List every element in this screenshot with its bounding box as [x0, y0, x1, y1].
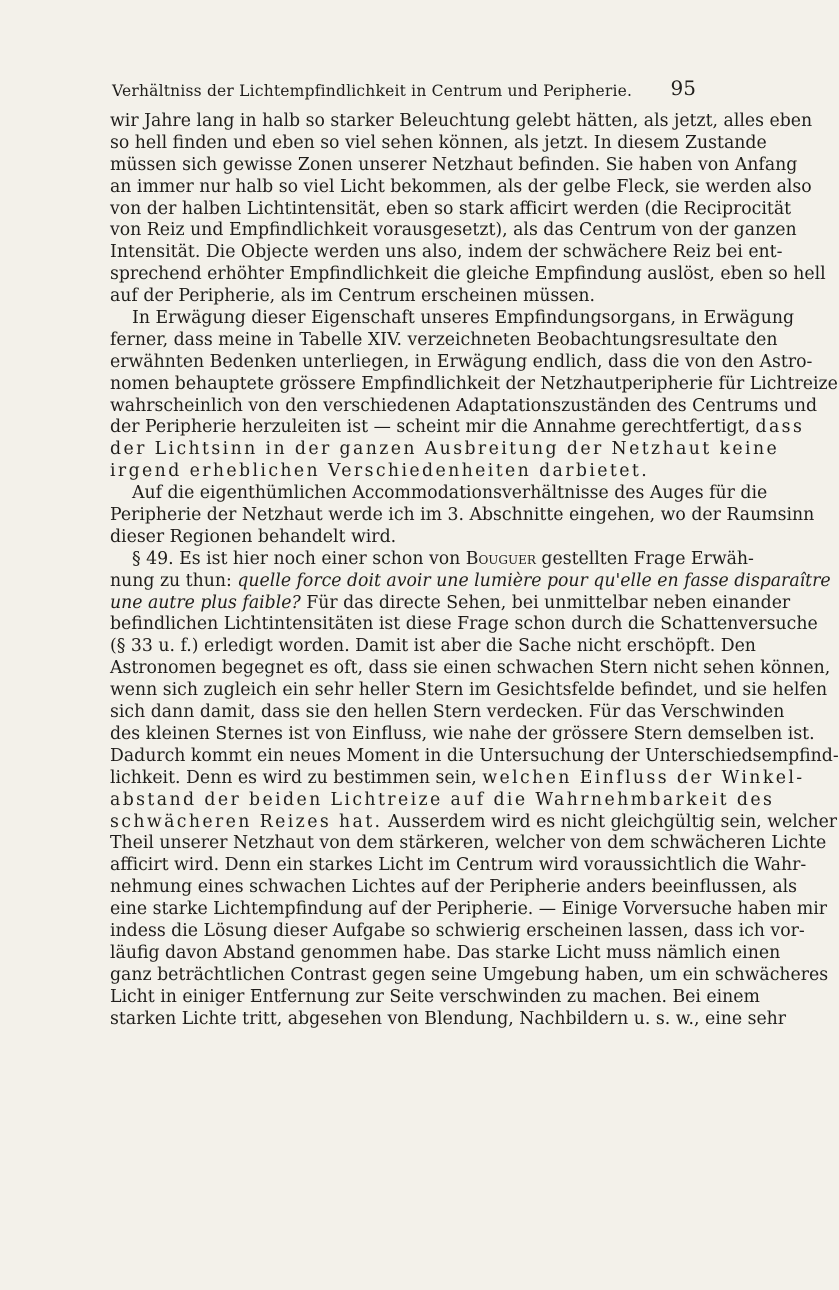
text-line: indess die Lösung dieser Aufgabe so schwierig erscheinen lassen, dass ich vor-: [110, 920, 805, 941]
text-line: Auf die eigenthümlichen Accommodationsverhältnisse des Auges für die: [132, 483, 768, 504]
text-run: Ausserdem wird es nicht gleichgültig sein, welcher: [387, 811, 838, 832]
running-head: Verhältniss der Lichtempfindlichkeit in Centrum und Peripherie.: [112, 82, 633, 100]
french-quote: quelle force doit avoir une lumière pour qu'elle en fasse disparaître: [237, 570, 831, 591]
text-line: läufig davon Abstand genommen habe. Das starke Licht muss nämlich einen: [110, 942, 781, 963]
text-line: nehmung eines schwachen Lichtes auf der Peripherie anders beeinflussen, als: [110, 877, 798, 898]
text-line: [110, 417, 805, 439]
text-line: wenn sich zugleich ein sehr heller Stern im Gesichtsfelde befindet, und sie helfen: [110, 680, 828, 701]
text-line: [110, 592, 791, 615]
text-line: wir Jahre lang in halb so starker Beleuchtung gelebt hätten, als jetzt, alles eben: [110, 111, 813, 131]
text-line: so hell finden und eben so viel sehen können, als jetzt. In diesem Zustande: [110, 132, 767, 153]
text-line: ferner, dass meine in Tabelle XIV. verzeichneten Beobachtungsresultate den: [110, 329, 778, 350]
text-line: Intensität. Die Objecte werden uns also, indem der schwächere Reiz bei ent-: [110, 242, 783, 263]
text-line: [110, 767, 805, 790]
emphasis-spaced-line: der Lichtsinn in der ganzen Ausbreitung der Netzhaut keine: [110, 439, 780, 460]
author-name: Bouguer: [465, 548, 536, 569]
text-line: von der halben Lichtintensität, eben so stark afficirt werden (die Reciprocität: [110, 198, 792, 219]
text-line: afficirt wird. Denn ein starkes Licht im Centrum wird voraussichtlich die Wahr-: [110, 855, 807, 876]
text-line: an immer nur halb so viel Licht bekommen, als der gelbe Fleck, sie werden also: [110, 176, 812, 197]
text-line: Peripherie der Netzhaut werde ich im 3. Abschnitte eingehen, wo der Raumsinn: [110, 505, 815, 526]
emphasis-spaced-line: irgend erheblichen Verschiedenheiten darbietet.: [110, 461, 650, 482]
body-text: [110, 111, 839, 1030]
text-line: [110, 570, 831, 593]
text-line: Astronomen begegnet es oft, dass sie einen schwachen Stern nicht sehen können,: [110, 658, 831, 679]
text-line: Licht in einiger Entfernung zur Seite verschwinden zu machen. Bei einem: [110, 986, 760, 1007]
section-line: [110, 548, 754, 571]
page-number: 95: [670, 76, 696, 100]
french-quote-end: une autre plus faible?: [110, 592, 301, 613]
text-line: starken Lichte tritt, abgesehen von Blendung, Nachbildern u. s. w., eine sehr: [110, 1008, 787, 1029]
text-line: des kleinen Sternes ist von Einfluss, wie nahe der grössere Stern demselben ist.: [110, 723, 815, 744]
text-line: [110, 811, 838, 834]
text-line: befindlichen Lichtintensitäten ist diese Frage schon durch die Schattenversuche: [110, 614, 818, 635]
text-line: wahrscheinlich von den verschiedenen Adaptationszuständen des Centrums und: [110, 395, 818, 416]
text-line: sprechend erhöhter Empfindlichkeit die gleiche Empfindung auslöst, eben so hell: [110, 264, 826, 285]
text-line: erwähnten Bedenken unterliegen, in Erwägung endlich, dass die von den Astro-: [110, 351, 813, 372]
text-line: dieser Regionen behandelt wird.: [110, 526, 397, 547]
text-run: lichkeit. Denn es wird zu bestimmen sein,: [110, 767, 477, 788]
emphasis-spaced: dass: [755, 417, 805, 438]
text-line: nomen behauptete grössere Empfindlichkeit der Netzhautperipherie für Lichtreize: [110, 373, 838, 394]
text-line: eine starke Lichtempfindung auf der Peripherie. — Einige Vorversuche haben mir: [110, 899, 828, 920]
text-line: sich dann damit, dass sie den hellen Stern verdecken. Für das Verschwinden: [110, 702, 785, 723]
emphasis-spaced-line: abstand der beiden Lichtreize auf die Wahrnehmbarkeit des: [110, 789, 775, 810]
text-line: müssen sich gewisse Zonen unserer Netzhaut befinden. Sie haben von Anfang: [110, 154, 798, 175]
text-line: ganz beträchtlichen Contrast gegen seine Umgebung haben, um ein schwächeres: [110, 964, 829, 985]
text-run: nung zu thun:: [110, 570, 232, 591]
text-line: (§ 33 u. f.) erledigt worden. Damit ist aber die Sache nicht erschöpft. Den: [110, 636, 756, 657]
text-line: In Erwägung dieser Eigenschaft unseres Empfindungsorgans, in Erwägung: [132, 308, 795, 329]
section-marker: § 49. Es ist hier noch einer schon von: [132, 548, 461, 569]
text-line: Dadurch kommt ein neues Moment in die Untersuchung der Unterschiedsempfind-: [110, 745, 839, 766]
text-run: gestellten Frage Erwäh-: [541, 548, 754, 569]
text-run: der Peripherie herzuleiten ist — scheint mir die Annahme gerechtfertigt,: [110, 417, 751, 438]
text-line: auf der Peripherie, als im Centrum erscheinen müssen.: [110, 286, 596, 307]
emphasis-spaced: schwächeren Reizes hat.: [110, 811, 383, 832]
text-line: von Reiz und Empfindlichkeit vorausgesetzt), als das Centrum von der ganzen: [110, 220, 797, 241]
page-header: [112, 76, 696, 106]
emphasis-spaced: welchen Einfluss der Winkel-: [482, 767, 805, 788]
text-line: Theil unserer Netzhaut von dem stärkeren, welcher von dem schwächeren Lichte: [110, 833, 827, 854]
text-run: Für das directe Sehen, bei unmittelbar neben einander: [306, 592, 791, 613]
